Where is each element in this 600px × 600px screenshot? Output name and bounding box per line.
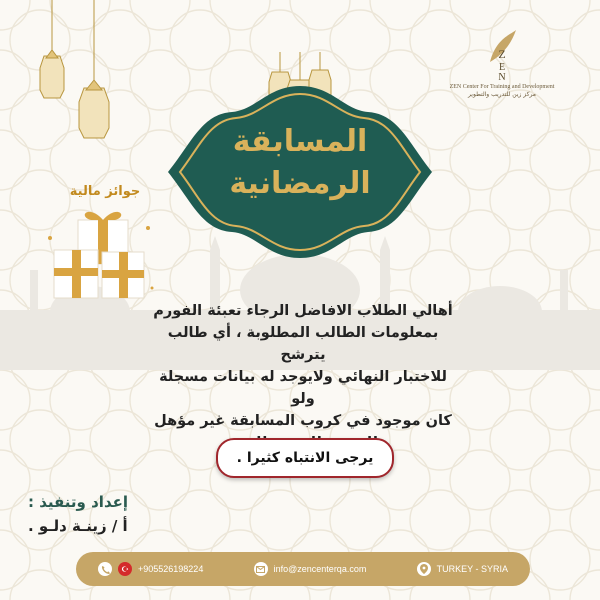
svg-text:E: E (498, 62, 506, 73)
location-text: TURKEY - SYRIA (436, 564, 508, 574)
brand-logo (438, 28, 566, 108)
svg-text:Z: Z (498, 47, 506, 61)
credits-author: أ / زينـة دلـو . (28, 517, 128, 535)
brand-name-en: ZEN Center For Training and Development (449, 84, 555, 90)
contact-footer (76, 552, 530, 586)
email-address: info@zencenterqa.com (273, 564, 367, 574)
announcement-text (148, 300, 458, 454)
svg-text:N: N (498, 72, 506, 80)
message-line: أهالي الطلاب الافاضل الرجاء تعبئة الفورم (153, 303, 453, 319)
email-contact[interactable] (254, 562, 367, 576)
gift-icon (48, 212, 154, 298)
phone-number: +905526198224 (138, 564, 204, 574)
phone-contact[interactable] (98, 562, 203, 576)
title-line-2: الرمضانية (229, 166, 371, 201)
email-icon (254, 562, 268, 576)
message-line: كان موجود في كروب المسابقة غير مؤهل (154, 413, 452, 429)
phone-icon (98, 562, 112, 576)
title-line-1: المسابقة (232, 124, 368, 159)
zen-logo-icon (482, 28, 522, 80)
brand-name-ar: مركز زين للتدريب والتطوير (468, 91, 536, 98)
message-line: للاختبار النهائي ولايوجد له بيانات مسجلة ولو (159, 369, 447, 407)
attention-notice: يرجى الانتباه كثيرا . (216, 438, 394, 478)
turkey-flag-icon (118, 562, 132, 576)
location-contact (417, 562, 508, 576)
credits (28, 490, 208, 538)
message-line: بمعلومات الطالب المطلوبة ، أي طالب يترشح (167, 325, 439, 363)
gifts-label: جوائز مالية (69, 184, 141, 199)
credits-heading: إعداد وتنفيذ : (28, 493, 128, 511)
gift-boxes-illustration (40, 198, 160, 310)
location-pin-icon (417, 562, 431, 576)
